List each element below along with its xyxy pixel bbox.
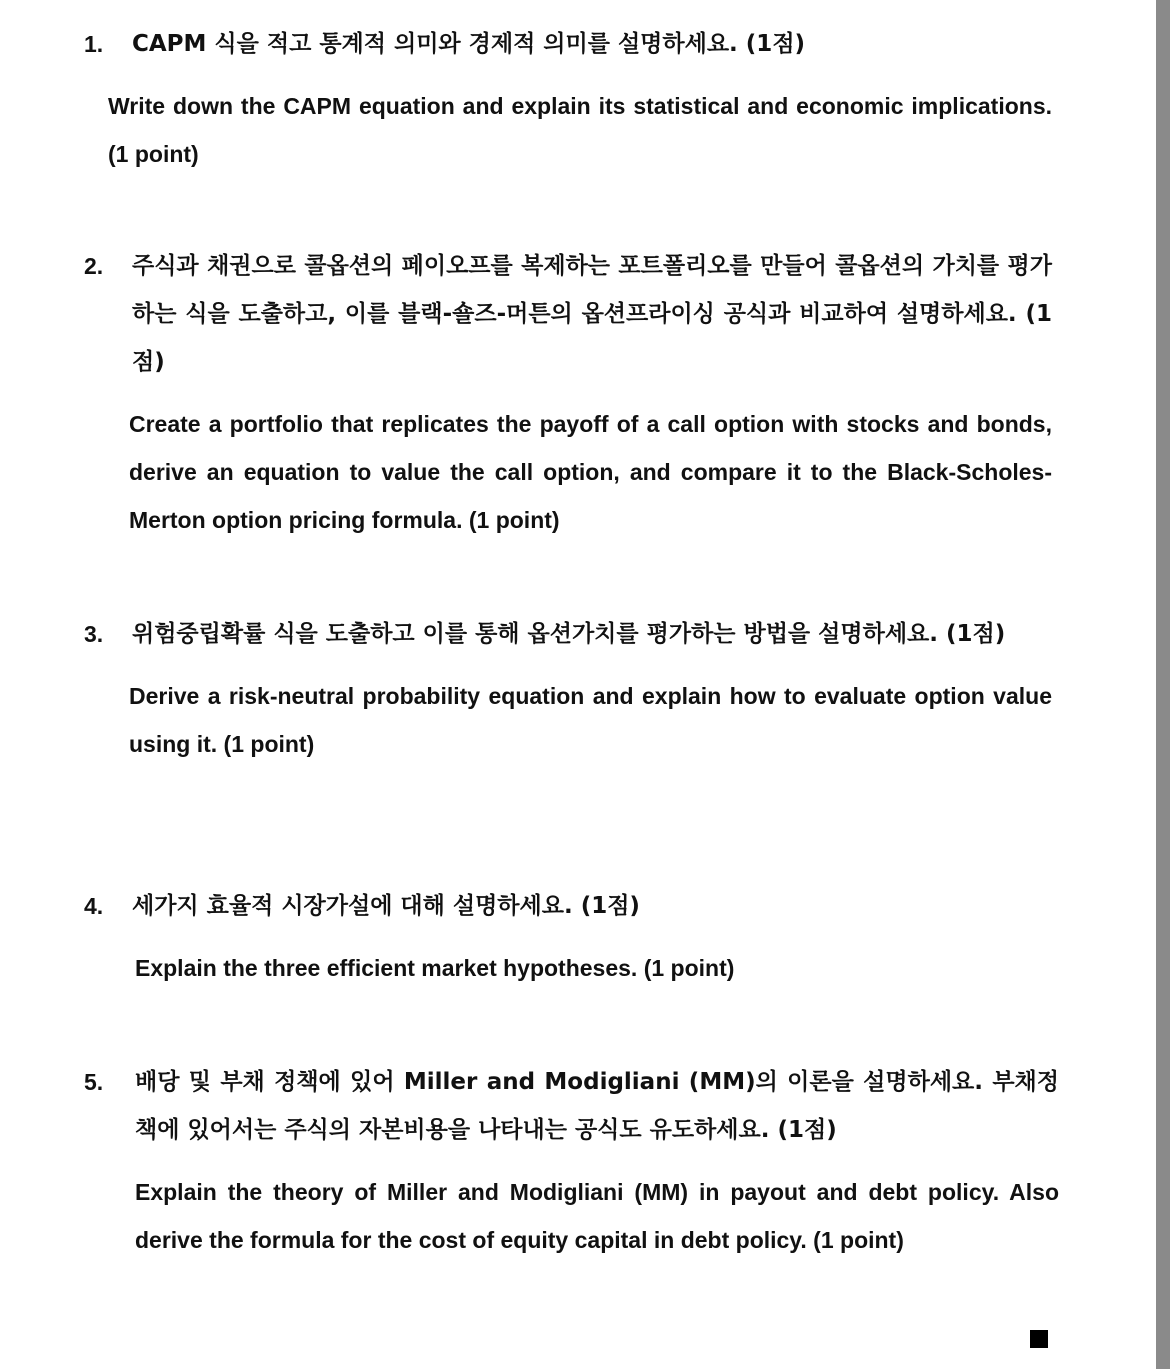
question-1	[84, 20, 1052, 178]
question-number: 2.	[84, 253, 104, 279]
question-2	[84, 242, 1052, 544]
question-number: 5.	[84, 1069, 104, 1095]
question-english-text: Create a portfolio that replicates the payoff of a call option with stocks and bonds, derive an equation to value the call option, and compare it to the Black-Scholes-Merton option pricing formula. (1 point)	[129, 411, 1052, 533]
question-korean-text: CAPM 식을 적고 통계적 의미와 경제적 의미를 설명하세요. (1점)	[132, 31, 806, 57]
question-3	[84, 610, 1052, 768]
question-korean-text: 배당 및 부채 정책에 있어 Miller and Modigliani (MM)의 이론을 설명하세요. 부채정책에 있어서는 주식의 자본비용을 나타내는 공식도 유도하세요. (1점)	[135, 1069, 1059, 1143]
question-number: 1.	[84, 31, 104, 57]
question-4	[84, 882, 1052, 992]
end-of-document-square-icon	[1030, 1330, 1048, 1348]
question-number: 3.	[84, 621, 104, 647]
question-korean-text: 주식과 채권으로 콜옵션의 페이오프를 복제하는 포트폴리오를 만들어 콜옵션의 가치를 평가하는 식을 도출하고, 이를 블랙-숄즈-머튼의 옵션프라이싱 공식과 비교하여 설명하세요. (1점)	[132, 253, 1052, 375]
question-english-text: Explain the three efficient market hypotheses. (1 point)	[135, 955, 735, 981]
question-korean-text: 위험중립확률 식을 도출하고 이를 통해 옵션가치를 평가하는 방법을 설명하세요. (1점)	[132, 621, 1006, 647]
page-edge-scrollbar	[1156, 0, 1170, 1369]
question-english-text: Explain the theory of Miller and Modigliani (MM) in payout and debt policy. Also derive the formula for the cost of equity capital in debt policy. (1 point)	[135, 1179, 1059, 1253]
question-5	[84, 1058, 1059, 1264]
question-korean-text: 세가지 효율적 시장가설에 대해 설명하세요. (1점)	[132, 893, 640, 919]
question-english-text: Derive a risk-neutral probability equation and explain how to evaluate option value using it. (1 point)	[129, 683, 1052, 757]
question-number: 4.	[84, 893, 104, 919]
question-english-text: Write down the CAPM equation and explain its statistical and economic implications. (1 point)	[108, 93, 1052, 167]
